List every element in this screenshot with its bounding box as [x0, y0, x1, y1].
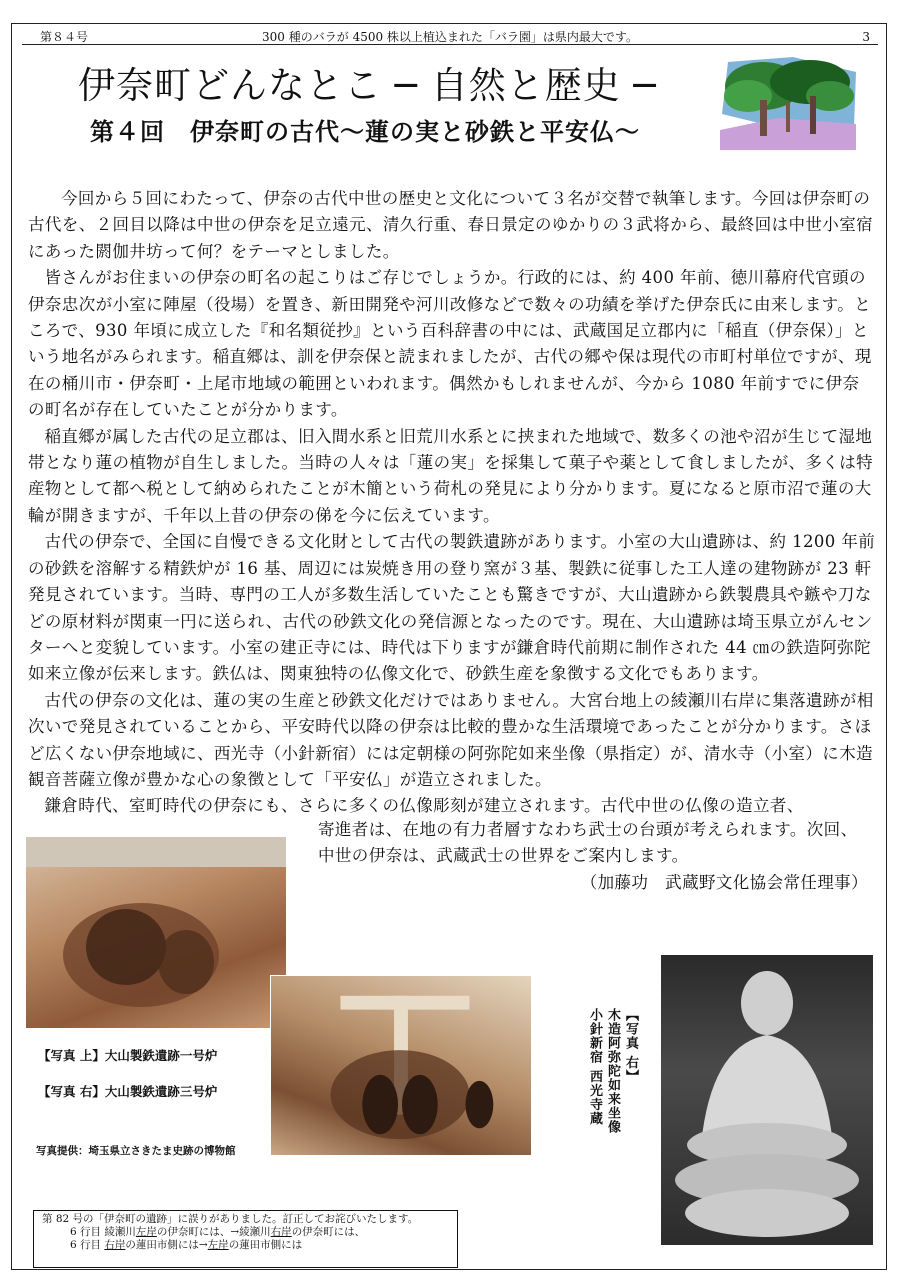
article-title: 第４回 伊奈町の古代～蓮の実と砂鉄と平安仏～	[90, 117, 640, 146]
article-continuation	[318, 817, 874, 896]
article-body	[28, 186, 876, 820]
paragraph: 鎌倉時代、室町時代の伊奈にも、さらに多くの仏像彫刻が建立されます。古代中世の仏像の造立者、	[44, 796, 804, 816]
header-tagline: 300 種のバラが 4500 株以上植込まれた「バラ園」は県内最大です。	[262, 30, 638, 44]
paragraph-continuation: 寄進者は、在地の有力者層すなわち武士の台頭が考えられます。次回、中世の伊奈は、武蔵武士の世界をご案内します。	[318, 820, 858, 866]
notice-line: 6 行目 綾瀬川左岸の伊奈町には、→綾瀬川右岸の伊奈町には、	[70, 1226, 366, 1238]
paragraph: 今回から５回にわたって、伊奈の古代中世の歴史と文化について３名が交替で執筆します。今回は伊奈町の古代を、２回目以降は中世の伊奈を足立遠元、清久行重、春日景定のゆかりの３武将から、最終回は中世小室宿にあった閼伽井坊って何？をテーマとしました。	[28, 189, 873, 261]
issue-number: 第８４号	[40, 30, 89, 44]
notice-line: 6 行目 右岸の蓮田市側には→左岸の蓮田市側には	[70, 1239, 303, 1251]
caption-photo-top: 【写真 上】大山製鉄遺跡一号炉	[38, 1048, 218, 1063]
caption-buddha-location: 小針新宿 西光寺蔵	[587, 1008, 602, 1126]
author-signature: （加藤功 武蔵野文化協会常任理事）	[580, 872, 868, 892]
header-rule	[22, 44, 878, 45]
caption-photo-right: 【写真 右】大山製鉄遺跡三号炉	[38, 1084, 218, 1099]
paragraph: 稲直郷が属した古代の足立郡は、旧入間水系と旧荒川水系とに挟まれた地域で、数多くの池や沼が生じて湿地帯となり蓮の植物が自生しました。当時の人々は「蓮の実」を採集して菓子や薬として食しましたが、多くは特産物として都へ税として納められたことが木簡という荷札の発見により分かります。夏になると原市沼で蓮の大輪が開きますが、千年以上昔の伊奈の俤を今に伝えています。	[28, 426, 873, 525]
amida-buddha-photo	[661, 955, 873, 1245]
paragraph: 古代の伊奈で、全国に自慢できる文化財として古代の製鉄遺跡があります。小室の大山遺跡は、約 1200 年前の砂鉄を溶解する精鉄炉が 16 基、周辺には炭焼き用の登り窯が３基、製鉄に従事した工人達の建物跡が 23 軒発見されています。当時、専門の工人が多数生活していたことも驚きですが、大山遺跡から鉄製農具や鏃や刀などの原材料が関東一円に送られ、古代の砂鉄文化の発信源となったのです。現在、大山遺跡は埼玉県立がんセンターへと変貌しています。小室の建正寺には、時代は下りますが鎌倉時代前期に制作された 44 ㎝の鉄造阿弥陀如来立像が伝来します。鉄仏は、関東独特の仏像文化で、砂鉄生産を象徴する文化でもあります。	[28, 532, 876, 684]
caption-buddha-title: 木造阿弥陀如来坐像	[605, 1008, 620, 1134]
furnace-3-photo	[270, 975, 532, 1156]
tree-illustration	[718, 52, 860, 152]
notice-line: 第 82 号の「伊奈町の遺跡」に誤りがありました。訂正してお詫びいたします。	[42, 1213, 419, 1225]
photo-credit: 写真提供：埼玉県立さきたま史跡の博物館	[36, 1145, 236, 1157]
paragraph: 古代の伊奈の文化は、蓮の実の生産と砂鉄文化だけではありません。大宮台地上の綾瀬川右岸に集落遺跡が相次いで発見されていることから、平安時代以降の伊奈は比較的豊かな生活環境であったことが分かります。さほど広くない伊奈地域に、西光寺（小針新宿）には定朝様の阿弥陀如来坐像（県指定）が、清水寺（小室）に木造観音菩薩立像が豊かな心の象徴として「平安仏」が造立されました。	[28, 690, 874, 789]
correction-notice	[33, 1210, 458, 1268]
paragraph: 皆さんがお住まいの伊奈の町名の起こりはご存じでしょうか。行政的には、約 400 年前、徳川幕府代官頭の伊奈忠次が小室に陣屋（役場）を置き、新田開発や河川改修などで数々の功績を挙げた伊奈氏に由来します。ところで、930 年頃に成立した『和名類従抄』という百科辞書の中には、武蔵国足立郡内に「稲直（伊奈保）」という地名がみられます。稲直郷は、訓を伊奈保と読まれましたが、古代の郷や保は現代の市町村単位ですが、現在の桶川市・伊奈町・上尾市地域の範囲といわれます。偶然かもしれませんが、今から 1080 年前すでに伊奈の町名が存在していたことが分かります。	[28, 268, 872, 420]
caption-buddha-label: 【写真 右】	[623, 1008, 638, 1084]
furnace-1-photo	[26, 837, 286, 1028]
series-title: 伊奈町どんなとこ ─ 自然と歴史 ─	[78, 64, 657, 107]
page-number: 3	[862, 30, 870, 44]
